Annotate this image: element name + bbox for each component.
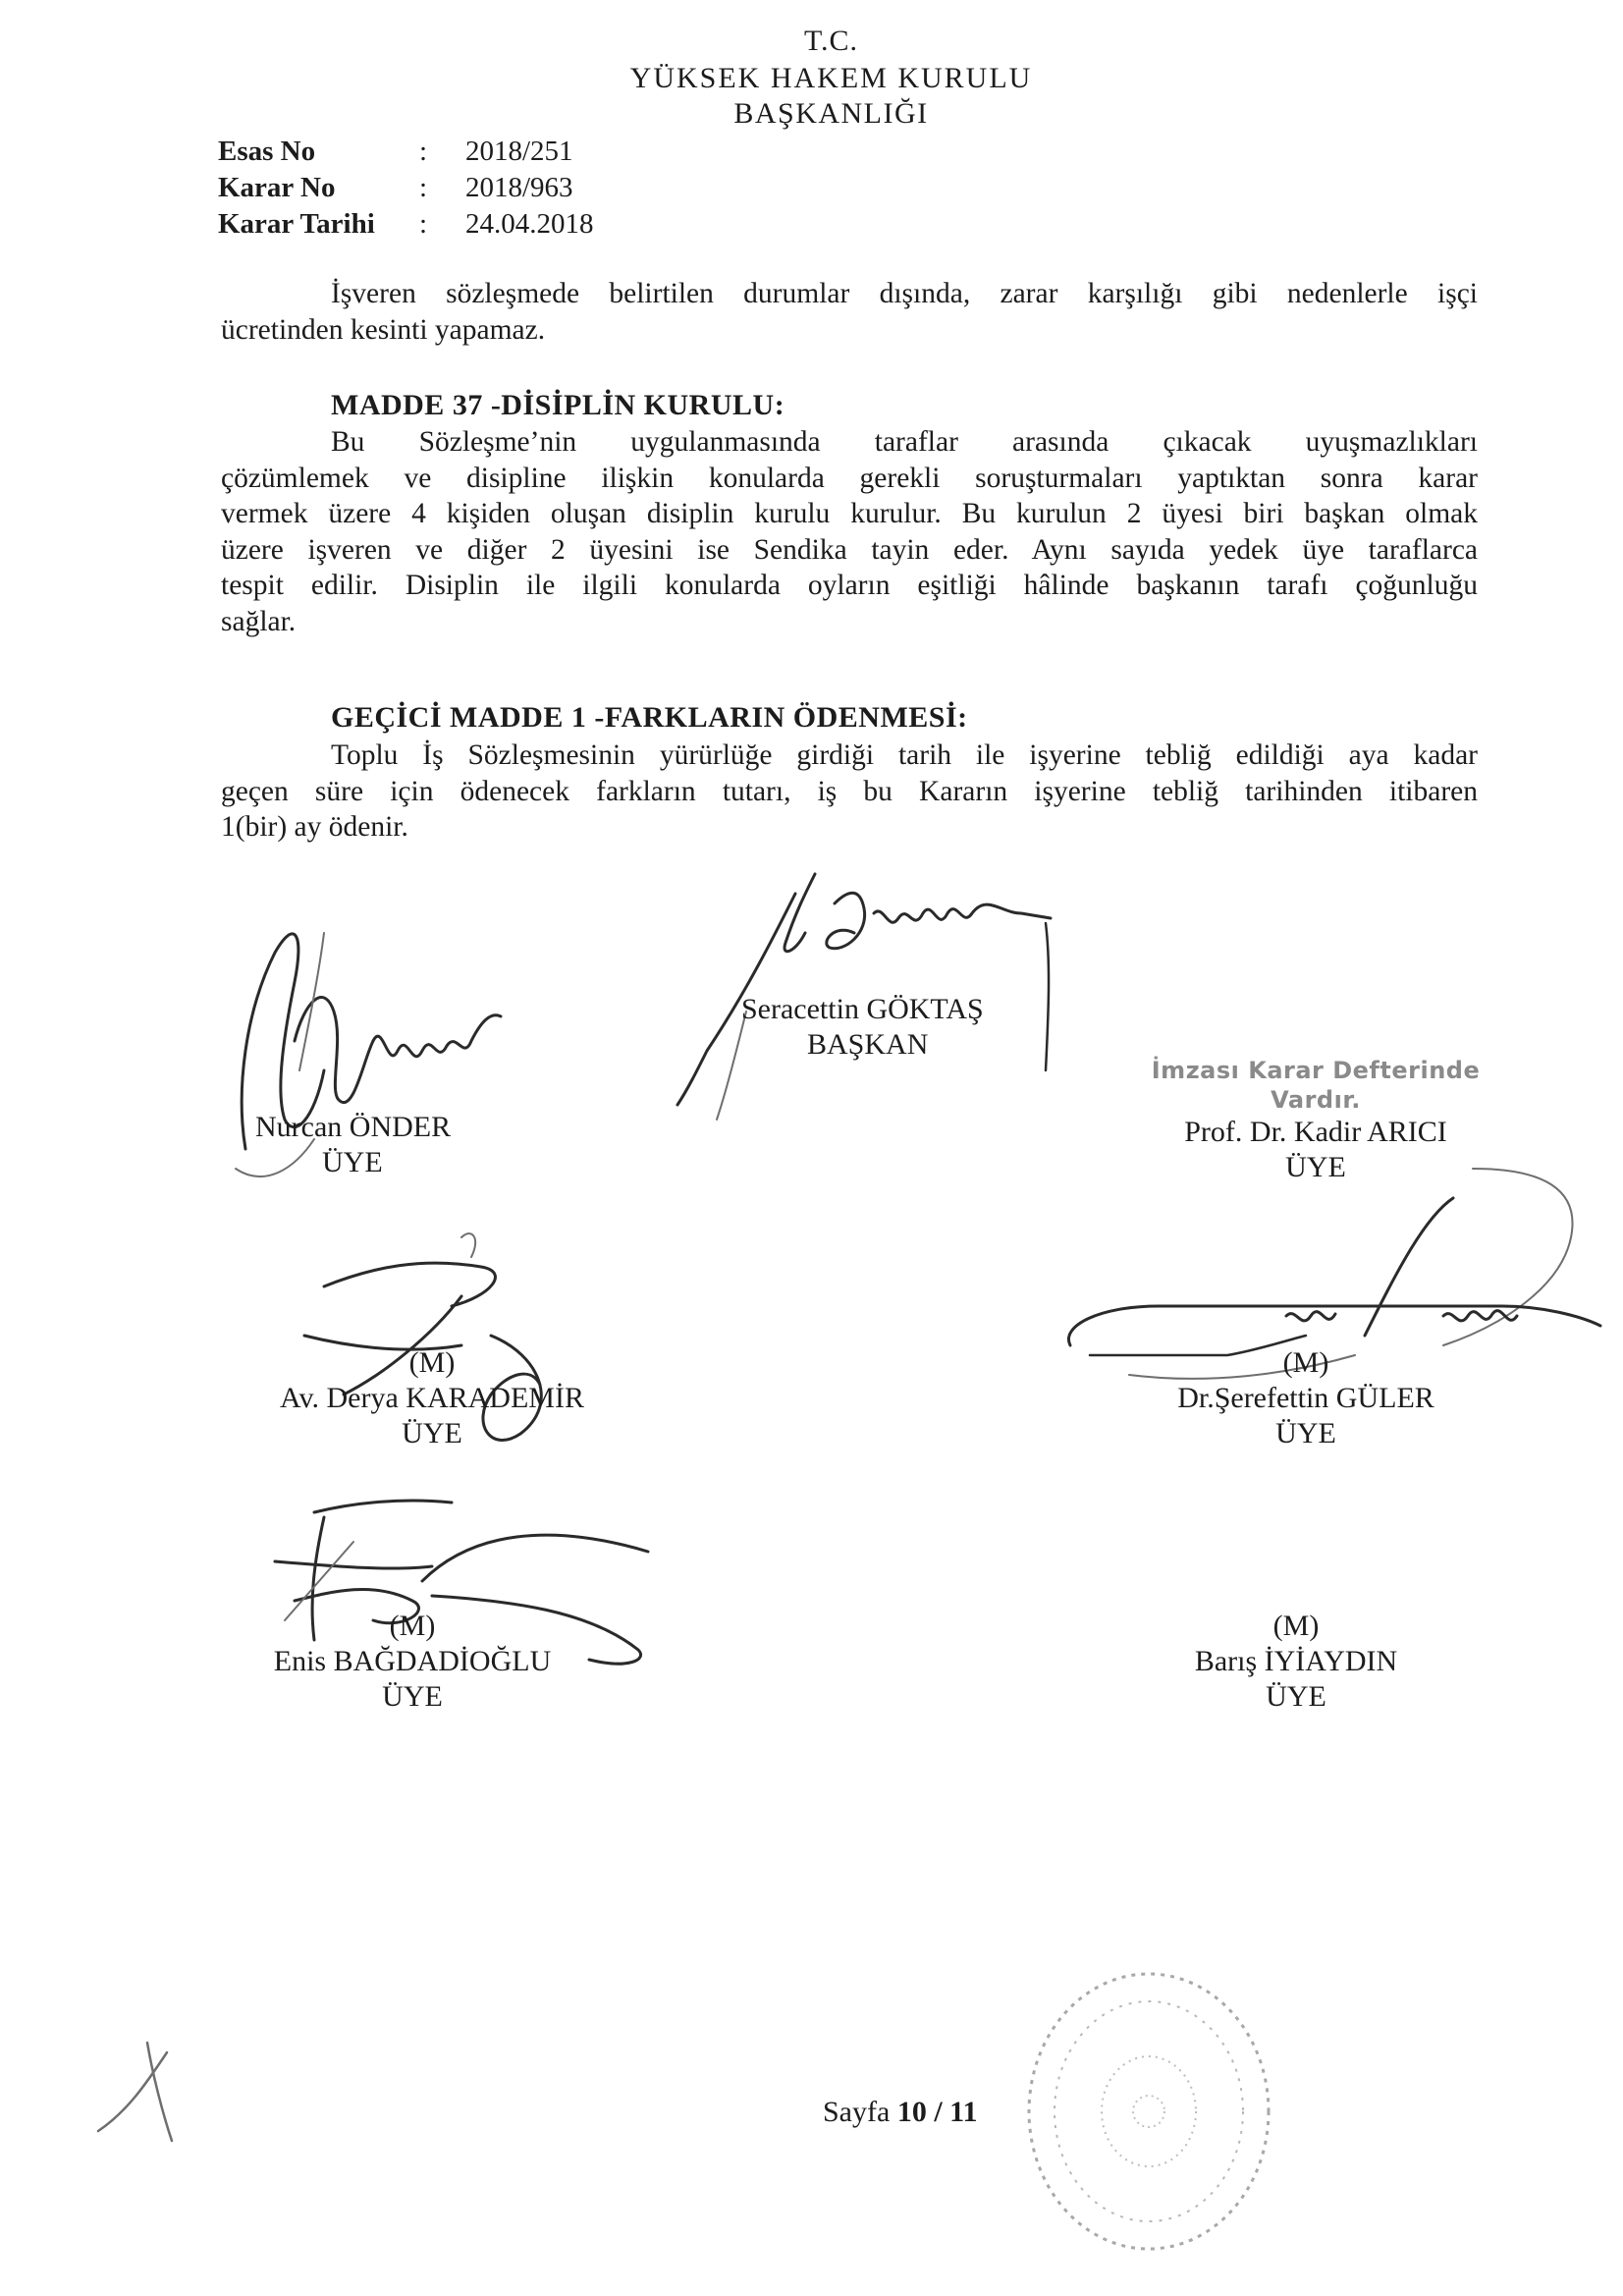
signature-block-guler bbox=[1109, 1345, 1502, 1451]
signer-name: Av. Derya KARADEMİR bbox=[280, 1382, 584, 1414]
signer-role: ÜYE bbox=[1285, 1151, 1346, 1183]
paragraph-line: çözümlemek ve disipline ilişkin konularda gerekli soruşturmaları yaptıktan sonra karar bbox=[221, 462, 1478, 494]
initial-mark bbox=[79, 2023, 196, 2160]
header-office: BAŞKANLIĞI bbox=[733, 97, 929, 130]
signature-note: Vardır. bbox=[1271, 1086, 1361, 1114]
page-separator: / bbox=[934, 2096, 943, 2128]
signer-role: ÜYE bbox=[1275, 1417, 1336, 1449]
header-tc: T.C. bbox=[803, 25, 859, 57]
tarih-sep: : bbox=[419, 208, 428, 240]
signer-role: ÜYE bbox=[382, 1680, 443, 1713]
signer-role: ÜYE bbox=[402, 1417, 462, 1449]
signature-block-kadir bbox=[1119, 1056, 1512, 1185]
page-current: 10 bbox=[896, 2096, 927, 2128]
signer-mark: (M) bbox=[408, 1346, 456, 1379]
paragraph-deduction bbox=[221, 276, 1478, 348]
page-total: 11 bbox=[949, 2096, 978, 2128]
paragraph-line: vermek üzere 4 kişiden oluşan disiplin kurulu kurulur. Bu kurulun 2 üyesi biri başkan olmak bbox=[221, 498, 1478, 529]
signer-role: ÜYE bbox=[322, 1146, 383, 1178]
signer-name: Barış İYİAYDIN bbox=[1194, 1645, 1398, 1677]
section-title-gecici-madde: GEÇİCİ MADDE 1 -FARKLARIN ÖDENMESİ: bbox=[331, 701, 968, 734]
official-seal bbox=[1021, 1964, 1276, 2259]
signer-name: Seracettin GÖKTAŞ bbox=[741, 993, 984, 1025]
page-number bbox=[823, 2096, 978, 2129]
esas-sep: : bbox=[419, 136, 428, 167]
paragraph-line: Toplu İş Sözleşmesinin yürürlüğe girdiği tarih ile işyerine tebliğ edildiği aya kadar bbox=[331, 739, 1478, 771]
esas-value: 2018/251 bbox=[465, 136, 573, 167]
signer-name: Dr.Şerefettin GÜLER bbox=[1177, 1382, 1434, 1414]
signature-block-enis bbox=[236, 1609, 589, 1715]
signature-note: İmzası Karar Defterinde bbox=[1151, 1057, 1481, 1084]
tarih-value: 24.04.2018 bbox=[465, 208, 594, 240]
signer-name: Nurcan ÖNDER bbox=[255, 1111, 452, 1143]
karar-label: Karar No bbox=[218, 172, 336, 203]
paragraph-line: Bu Sözleşme’nin uygulanmasında taraflar arasında çıkacak uyuşmazlıkları bbox=[331, 426, 1478, 458]
page-prefix: Sayfa bbox=[823, 2096, 891, 2128]
paragraph-line: sağlar. bbox=[221, 605, 297, 637]
paragraph-madde37 bbox=[221, 424, 1478, 639]
signature-block-baris bbox=[1139, 1609, 1453, 1715]
signer-role: ÜYE bbox=[1266, 1680, 1326, 1713]
signature-block-baskan bbox=[687, 992, 1041, 1063]
signer-name: Enis BAĞDADİOĞLU bbox=[273, 1645, 552, 1677]
header-institution: YÜKSEK HAKEM KURULU bbox=[629, 62, 1033, 94]
paragraph-line: ücretinden kesinti yapamaz. bbox=[221, 313, 546, 346]
karar-sep: : bbox=[419, 172, 428, 203]
signer-role: BAŞKAN bbox=[807, 1028, 929, 1061]
paragraph-line: İşveren sözleşmede belirtilen durumlar dışında, zarar karşılığı gibi nedenlerle işçi bbox=[331, 278, 1478, 309]
signature-block-nurcan bbox=[196, 1110, 550, 1180]
tarih-label: Karar Tarihi bbox=[218, 208, 375, 240]
signer-mark: (M) bbox=[389, 1610, 436, 1642]
signer-name: Prof. Dr. Kadir ARICI bbox=[1184, 1116, 1447, 1148]
paragraph-line: geçen süre için ödenecek farkların tutarı, iş bu Kararın işyerine tebliğ tarihinden itibaren bbox=[221, 775, 1478, 807]
signer-mark: (M) bbox=[1272, 1610, 1320, 1642]
signer-mark: (M) bbox=[1282, 1346, 1329, 1379]
signature-block-derya bbox=[236, 1345, 628, 1451]
paragraph-line: tespit edilir. Disiplin ile ilgili konularda oyların eşitliği hâlinde başkanın tarafı çoğunluğu bbox=[221, 570, 1478, 601]
paragraph-line: üzere işveren ve diğer 2 üyesini ise Sendika tayin eder. Aynı sayıda yedek üye taraflarca bbox=[221, 533, 1478, 566]
section-title-madde37: MADDE 37 -DİSİPLİN KURULU: bbox=[331, 389, 785, 421]
paragraph-line: 1(bir) ay ödenir. bbox=[221, 811, 408, 843]
esas-label: Esas No bbox=[218, 136, 316, 167]
karar-value: 2018/963 bbox=[465, 172, 573, 203]
paragraph-gecici-madde bbox=[221, 738, 1478, 846]
